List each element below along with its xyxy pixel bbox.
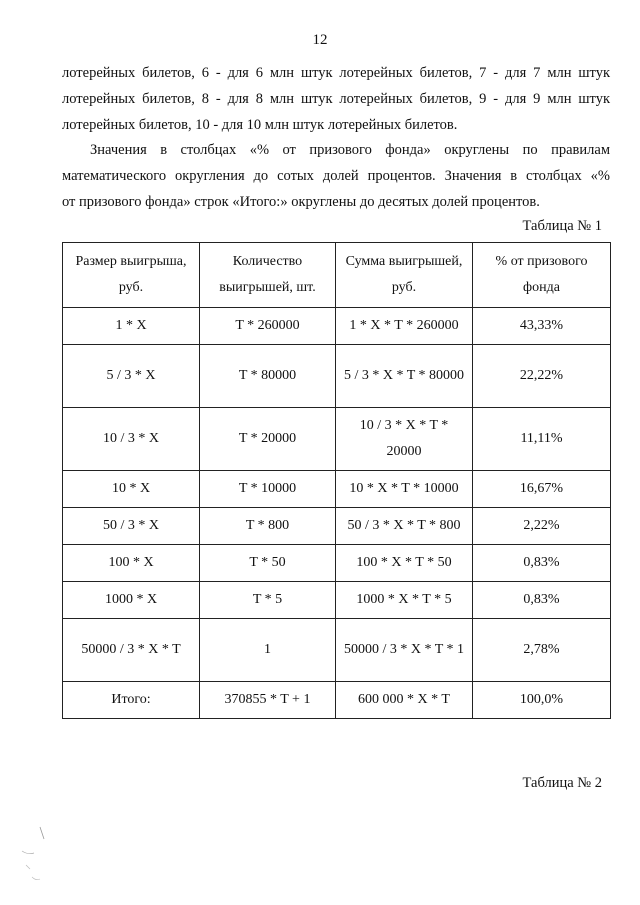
table-row bbox=[63, 545, 611, 582]
cell-fund-percent: 2,22% bbox=[473, 508, 611, 545]
cell-prize-count: 1 bbox=[200, 619, 336, 682]
header-prize-count: Количество выигрышей, шт. bbox=[200, 243, 336, 308]
cell-prize-sum: 10 / 3 * X * T * 20000 bbox=[336, 408, 473, 471]
cell-total-count: 370855 * T + 1 bbox=[200, 682, 336, 719]
cell-fund-percent: 11,11% bbox=[473, 408, 611, 471]
cell-prize-size: 10 / 3 * X bbox=[63, 408, 200, 471]
table-header-row bbox=[63, 243, 611, 308]
table-total-row bbox=[63, 682, 611, 719]
cell-fund-percent: 43,33% bbox=[473, 308, 611, 345]
cell-prize-sum: 10 * X * T * 10000 bbox=[336, 471, 473, 508]
cell-prize-size: 1 * X bbox=[63, 308, 200, 345]
cell-prize-count: T * 20000 bbox=[200, 408, 336, 471]
table-row bbox=[63, 508, 611, 545]
cell-prize-size: 5 / 3 * X bbox=[63, 345, 200, 408]
table-row bbox=[63, 582, 611, 619]
cell-total-label: Итого: bbox=[63, 682, 200, 719]
cell-total-percent: 100,0% bbox=[473, 682, 611, 719]
margin-scribble-mark bbox=[18, 825, 58, 895]
table-row bbox=[63, 619, 611, 682]
paragraph-line: лотерейных билетов, 6 - для 6 млн штук лотерейных билетов, 7 - для 7 млн штук bbox=[62, 65, 610, 81]
cell-total-sum: 600 000 * X * T bbox=[336, 682, 473, 719]
cell-fund-percent: 0,83% bbox=[473, 545, 611, 582]
table-row bbox=[63, 345, 611, 408]
cell-prize-size: 10 * X bbox=[63, 471, 200, 508]
paragraph-lottery-tickets bbox=[62, 60, 610, 138]
cell-prize-size: 50 / 3 * X bbox=[63, 508, 200, 545]
cell-prize-sum: 50 / 3 * X * T * 800 bbox=[336, 508, 473, 545]
page-number: 12 bbox=[312, 32, 328, 48]
cell-fund-percent: 22,22% bbox=[473, 345, 611, 408]
paragraph-line: лотерейных билетов, 10 - для 10 млн штук лотерейных билетов. bbox=[62, 117, 458, 133]
table-1-caption: Таблица № 1 bbox=[522, 218, 602, 234]
paragraph-line: лотерейных билетов, 8 - для 8 млн штук лотерейных билетов, 9 - для 9 млн штук bbox=[62, 91, 610, 107]
cell-fund-percent: 0,83% bbox=[473, 582, 611, 619]
paragraph-line: от призового фонда» строк «Итого:» округлены до десятых долей процентов. bbox=[62, 194, 540, 210]
table-2-caption: Таблица № 2 bbox=[522, 775, 602, 791]
cell-prize-size: 1000 * X bbox=[63, 582, 200, 619]
table-row bbox=[63, 308, 611, 345]
cell-prize-sum: 1000 * X * T * 5 bbox=[336, 582, 473, 619]
paragraph-rounding-rules bbox=[62, 137, 610, 215]
header-prize-size: Размер выигрыша, руб. bbox=[63, 243, 200, 308]
header-fund-percent: % от призового фонда bbox=[473, 243, 611, 308]
table-row bbox=[63, 471, 611, 508]
cell-prize-count: T * 80000 bbox=[200, 345, 336, 408]
cell-fund-percent: 2,78% bbox=[473, 619, 611, 682]
paragraph-line: Значения в столбцах «% от призового фонда» округлены по правилам bbox=[90, 142, 610, 158]
cell-prize-sum: 5 / 3 * X * T * 80000 bbox=[336, 345, 473, 408]
header-prize-sum: Сумма выигрышей, руб. bbox=[336, 243, 473, 308]
cell-prize-sum: 50000 / 3 * X * T * 1 bbox=[336, 619, 473, 682]
cell-prize-count: T * 260000 bbox=[200, 308, 336, 345]
cell-prize-count: T * 5 bbox=[200, 582, 336, 619]
cell-prize-count: T * 50 bbox=[200, 545, 336, 582]
cell-prize-sum: 1 * X * T * 260000 bbox=[336, 308, 473, 345]
prize-table bbox=[62, 242, 611, 719]
table-row bbox=[63, 408, 611, 471]
cell-prize-size: 50000 / 3 * X * T bbox=[63, 619, 200, 682]
cell-prize-sum: 100 * X * T * 50 bbox=[336, 545, 473, 582]
cell-prize-count: T * 800 bbox=[200, 508, 336, 545]
cell-prize-size: 100 * X bbox=[63, 545, 200, 582]
paragraph-line: математического округления до сотых долей процентов. Значения в столбцах «% bbox=[62, 168, 610, 184]
cell-fund-percent: 16,67% bbox=[473, 471, 611, 508]
cell-prize-count: T * 10000 bbox=[200, 471, 336, 508]
